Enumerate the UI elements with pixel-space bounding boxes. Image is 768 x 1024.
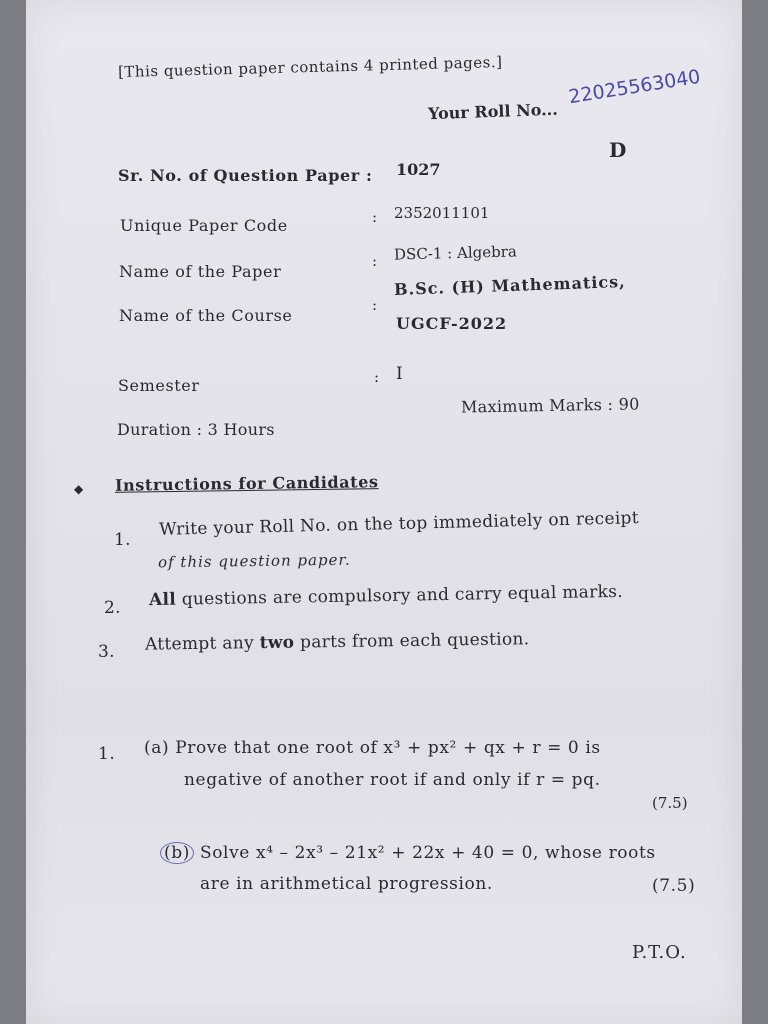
question-1a-line1: (a) Prove that one root of x³ + px² + qx + r = 0 is [144,738,601,758]
instruction-2-text: questions are compulsory and carry equal marks. [175,581,624,610]
sr-no-label: Sr. No. of Question Paper : [118,166,373,185]
question-paper-page [26,0,742,1024]
question-1b-line1 [160,842,656,864]
page-count-note: [This question paper contains 4 printed pages.] [117,52,503,82]
semester-colon: : [374,368,380,386]
paper-colon: : [372,252,378,270]
course-name-label: Name of the Course [119,306,293,325]
instruction-2 [149,582,623,610]
roll-number-label: Your Roll No... [427,99,559,124]
instruction-1-number: 1. [114,530,131,550]
question-1-number: 1. [98,744,116,764]
instruction-3-number: 3. [98,642,115,662]
upc-value: 2352011101 [394,204,490,222]
semester-value: I [396,364,403,384]
paper-set-letter: D [609,138,627,162]
instruction-3-text: parts from each question. [294,629,530,653]
course-colon: : [372,296,378,314]
question-1b-line2: are in arithmetical progression. [200,874,493,894]
please-turn-over: P.T.O. [632,942,687,963]
upc-label: Unique Paper Code [120,216,288,235]
semester-label: Semester [118,376,200,395]
maximum-marks: Maximum Marks : 90 [460,394,640,417]
bullet-mark: ◆ [74,482,84,496]
course-name-value: B.Sc. (H) Mathematics, [393,271,626,300]
instruction-2-number: 2. [104,598,121,618]
question-1b-label: (b) [160,842,194,864]
roll-number-handwritten: 22025563040 [567,65,702,109]
sr-no-value: 1027 [396,160,441,179]
instruction-1-text: Write your Roll No. on the top immediately on receipt [158,508,640,540]
instructions-title: Instructions for Candidates [114,472,379,495]
instruction-3 [145,629,530,654]
upc-colon: : [372,208,378,226]
paper-name-value: DSC-1 : Algebra [393,242,518,264]
instruction-3-bold: two [259,632,295,654]
question-1a-line2: negative of another root if and only if r = pq. [184,770,601,790]
question-1b-marks: (7.5) [652,876,696,896]
course-name-value-cont: UGCF-2022 [396,314,508,333]
instruction-2-bold: All [148,589,177,611]
question-1a-marks: (7.5) [652,794,688,812]
instruction-1-cont: of this question paper. [157,550,351,572]
question-1b-text: Solve x⁴ – 2x³ – 21x² + 22x + 40 = 0, whose roots [193,843,656,863]
instruction-3-pre: Attempt any [144,633,260,655]
paper-name-label: Name of the Paper [119,262,282,281]
duration: Duration : 3 Hours [117,420,275,439]
